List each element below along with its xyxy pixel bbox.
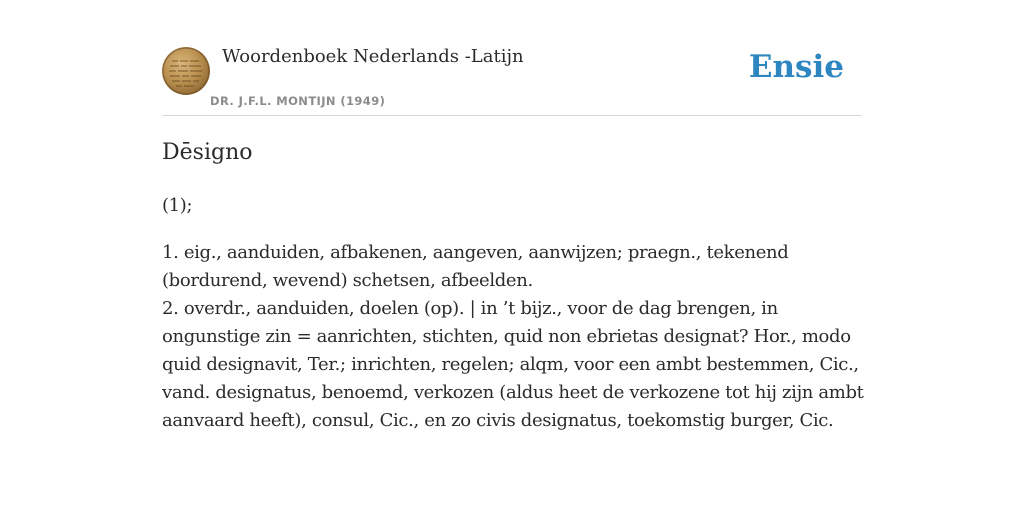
- entry-grammar: (1);: [162, 195, 193, 216]
- definition-2: 2. overdr., aanduiden, doelen (op). | in ’t bijz., voor de dag brengen, in ongunstige zin = aanrichten, stichten, quid non ebrietas designat? Hor., modo quid designavit, Ter.; inrichten, regelen; alqm, voor een ambt bestemmen, Cic., vand. designatus, benoemd, verkozen (aldus heet de verkozene tot hij zijn ambt aanvaard heeft), consul, Cic., en zo civis designatus, toekomstig burger, Cic.: [162, 298, 864, 431]
- dictionary-title[interactable]: Woordenboek Nederlands -Latijn: [222, 46, 524, 67]
- definition-1: 1. eig., aanduiden, afbakenen, aangeven, aanwijzen; praegn., tekenend (bordurend, wevend) schetsen, afbeelden.: [162, 242, 789, 291]
- entry-headword: Dēsigno: [162, 140, 253, 165]
- entry-definitions: [162, 239, 867, 435]
- dictionary-header: [162, 45, 862, 116]
- dictionary-author: DR. J.F.L. MONTIJN (1949): [210, 94, 386, 108]
- ensie-logo-link[interactable]: Ensie: [748, 49, 844, 85]
- bronze-tablet-icon[interactable]: [162, 47, 210, 95]
